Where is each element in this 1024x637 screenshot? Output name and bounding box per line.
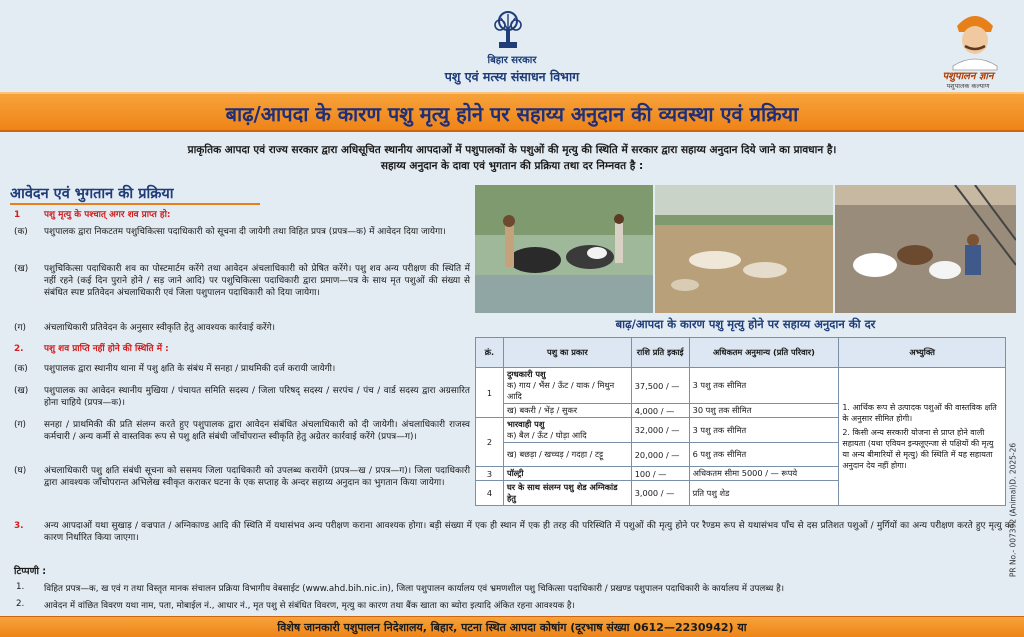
cell-remarks xyxy=(839,368,1006,506)
cell-type: पॉल्ट्री xyxy=(503,467,631,481)
campaign-title: पशुपालन ज्ञान xyxy=(942,71,994,82)
col-header-limit: अधिकतम अनुमान्य (प्रति परिवार) xyxy=(689,338,839,368)
section-title: पशु मृत्यु के पश्चात् अगर शव प्राप्त हो: xyxy=(44,210,171,220)
side-reference-code xyxy=(1006,442,1020,578)
note-number: 2. xyxy=(16,599,25,609)
remark-1: 1. आर्थिक रूप से उत्पादक पशुओं की वास्तविक क्षति के अनुसार सीमित होगी। xyxy=(842,403,997,423)
col-header-sn: क्रं. xyxy=(476,338,504,368)
section-number: 2. xyxy=(14,344,24,354)
campaign-subtitle: पशुपालक कल्याण xyxy=(946,82,990,90)
item-marker: (ख) xyxy=(14,386,29,396)
cell-sn: 1 xyxy=(476,368,504,418)
item-marker: (ग) xyxy=(14,420,26,430)
rate-table xyxy=(475,337,1006,506)
cell-limit: 30 पशु तक सीमित xyxy=(689,404,839,418)
item-text: पशुपालक का आवेदन स्थानीय मुखिया / पंचायत समिति सदस्य / जिला परिषद् सदस्य / सरपंच / पंच / वार्ड सदस्य द्वारा अग्रसारित होना चाहिये (प्रपत्र—क)। xyxy=(44,386,470,409)
cell-limit: 3 पशु तक सीमित xyxy=(689,418,839,443)
rate-table-caption: बाढ़/आपदा के कारण पशु मृत्यु होने पर सहाय्य अनुदान की दर xyxy=(615,317,876,331)
item-marker: (ग) xyxy=(14,323,26,333)
item-text: पशुचिकित्सा पदाधिकारी शव का पोस्टमार्टम करेंगे तथा आवेदन अंचलाधिकारी को प्रेषित करेंगे। पशु शव अन्य परीक्षण की स्थिति में नहीं रहने (कई दिन पुराने होने / सड़ जाने आदि) पर पशुचिकित्सा पदाधिकारी द्वारा प्रमाण—पत्र के साथ मृत पशुओं की संख्या से संबंधित स्पष्ट प्रतिवेदन अंचलाधिकारी एवं जिला पशुपालन पदाधिकारी को दिया जायेगा। xyxy=(44,264,470,299)
header xyxy=(0,0,1024,92)
cell-sn: 4 xyxy=(476,481,504,506)
table-header-row xyxy=(476,338,1006,368)
page-title: बाढ़/आपदा के कारण पशु मृत्यु होने पर सहाय्य अनुदान की व्यवस्था एवं प्रक्रिया xyxy=(225,102,799,126)
note-number: 1. xyxy=(16,582,25,592)
item-marker: (घ) xyxy=(14,466,27,476)
cell-rate: 4,000 / — xyxy=(631,404,689,418)
col-header-type: पशु का प्रकार xyxy=(503,338,631,368)
cell-type: ख) बछड़ा / खच्चड़ / गदहा / टट्टू xyxy=(503,443,631,467)
type-text: क) बैल / ऊँट / घोड़ा आदि xyxy=(506,430,587,440)
intro-line-2: सहाय्य अनुदान के दावा एवं भुगतान की प्रक्रिया तथा दर निम्नवत है : xyxy=(380,160,644,172)
flood-water-photo xyxy=(655,185,833,313)
footer-text: विशेष जानकारी पशुपालन निदेशालय, बिहार, पटना स्थित आपदा कोषांग (दूरभाष संख्या 0612—2230942) या xyxy=(277,621,747,634)
cell-rate: 100 / — xyxy=(631,467,689,481)
note-text: विहित प्रपत्र—क, ख एवं ग तथा विस्तृत मानक संचालन प्रक्रिया विभागीय वेबसाईट (www.ahd.bih.nic.in), जिला पशुपालन कार्यालय एवं भ्रमणशील पशु चिकित्सा पदाधिकारी / प्रखण्ड पशुपालन पदाधिकारी के कार्यालय में उपलब्ध है। xyxy=(44,584,785,594)
procedure-heading: आवेदन एवं भुगतान की प्रक्रिया xyxy=(10,186,174,202)
footer-bar xyxy=(0,616,1024,637)
col-header-remarks: अभ्युक्ति xyxy=(839,338,1006,368)
cell-type xyxy=(503,418,631,443)
title-banner xyxy=(0,92,1024,132)
cell-type xyxy=(503,368,631,404)
cell-limit: 3 पशु तक सीमित xyxy=(689,368,839,404)
section-title: पशु शव प्राप्ति नहीं होने की स्थिति में : xyxy=(44,344,169,354)
item-text: अंचलाधिकारी पशु क्षति संबंधी सूचना को ससमय जिला पदाधिकारी को उपलब्ध करायेंगे (प्रपत्र—ख / प्रपत्र—ग)। जिला पदाधिकारी द्वारा आवश्यक जाँचोपरान्त अभिलेख स्वीकृत कराकर घटना के एक सप्ताह के अन्दर सहाय्य अनुदान का भुगतान किया जायेगा। xyxy=(44,466,470,489)
item-marker: (क) xyxy=(14,227,28,237)
table-row xyxy=(476,368,1006,404)
bodhi-tree-emblem-icon xyxy=(488,8,528,50)
remark-2: 2. किसी अन्य सरकारी योजना से प्राप्त होने वाली सहायता (यथा एवियन इन्फ्लूएन्जा से पक्षियों की मृत्यु या अन्य बीमारियों से मृत्यु) की स्थिति में यह सहायता अनुदान देय नहीं होगा। xyxy=(842,428,994,470)
department-name: पशु एवं मत्स्य संसाधन विभाग xyxy=(444,69,580,84)
heading-underline xyxy=(10,203,260,205)
cell-sn: 2 xyxy=(476,418,504,467)
item-text: पशुपालक द्वारा स्थानीय थाना में पशु क्षति के संबंध में सनहा / प्राथमिकी दर्ज करायी जायेगी। xyxy=(44,364,336,374)
cell-rate: 20,000 / — xyxy=(631,443,689,467)
item-text: सनहा / प्राथमिकी की प्रति संलग्न करते हुए पशुपालक द्वारा आवेदन संबंधित अंचलाधिकारी को दी जायेगी। अंचलाधिकारी राजस्व कर्मचारी / अन्य कर्मी से वास्तविक रूप से पशु क्षति संबंधी जाँचोंपरान्त स्वीकृति हेतु अग्रेतर कार्रवाई करेंगे (प्रपत्र—ग)। xyxy=(44,420,470,443)
item-marker: (ख) xyxy=(14,264,29,274)
goat-shelter-photo xyxy=(835,185,1016,313)
intro-line-1: प्राकृतिक आपदा एवं राज्य सरकार द्वारा अधिसूचित स्थानीय आपदाओं में पशुपालकों के पशुओं की मृत्यु की स्थिति में सरकार द्वारा सहाय्य अनुदान दिये जाने का प्रावधान है। xyxy=(187,144,837,156)
item-marker: (क) xyxy=(14,364,28,374)
cell-rate: 32,000 / — xyxy=(631,418,689,443)
government-name: बिहार सरकार xyxy=(487,55,537,66)
col-header-rate: राशि प्रति इकाई xyxy=(631,338,689,368)
category-name: दुग्धकारी पशु xyxy=(506,369,546,379)
cell-limit: 6 पशु तक सीमित xyxy=(689,443,839,467)
section-number: 1 xyxy=(14,210,21,220)
note-text: आवेदन में वांछित विवरण यथा नाम, पता, मोबाईल नं., आधार नं., मृत पशु से संबंधित विवरण, मृत्यु का कारण तथा बैंक खाता का ब्योरा इत्यादि अंकित रहना आवश्यक है। xyxy=(44,601,575,611)
section-number: 3. xyxy=(14,521,24,531)
cattle-flood-photo xyxy=(475,185,653,313)
category-name: भारवाही पशु xyxy=(506,419,545,429)
cell-rate: 37,500 / — xyxy=(631,368,689,404)
section-3-text: अन्य आपदाओं यथा सुखाड़ / वज्रपात / अग्निकाण्ड आदि की स्थिति में यथासंभव अन्य परीक्षण कराना आवश्यक होगा। बड़ी संख्या में एक ही स्थान में एक ही तरह की परिस्थिति में पशुओं की मृत्यु होने पर रैण्डम रूप से यथासंभव पाँच से दस प्रतिशत पशुओं / मुर्गियों का अन्य परीक्षण करते हुए मृत्यु का कारण निर्धारित किया जाएगा। xyxy=(44,521,1014,544)
cell-sn: 3 xyxy=(476,467,504,481)
cell-limit: प्रति पशु शेड xyxy=(689,481,839,506)
notes-heading: टिप्पणी : xyxy=(14,566,47,577)
cell-limit: अधिकतम सीमा 5000 / — रूपये xyxy=(689,467,839,481)
item-text: अंचलाधिकारी प्रतिवेदन के अनुसार स्वीकृति हेतु आवश्यक कार्रवाई करेंगे। xyxy=(44,323,276,333)
item-text: पशुपालक द्वारा निकटतम पशुचिकित्सा पदाधिकारी को सूचना दी जायेगी तथा विहित प्रपत्र (प्रपत्र—क) में आवेदन दिया जायेगा। xyxy=(44,227,446,237)
pr-number: PR No.- 007392 (Animal)D. 2025-26 xyxy=(1008,442,1018,578)
photo-strip xyxy=(475,185,1016,313)
cell-type: घर के साथ संलग्न पशु शेड अग्निकांड हेतु xyxy=(503,481,631,506)
cell-type: ख) बकरी / भेंड़ / सुकर xyxy=(503,404,631,418)
cell-rate: 3,000 / — xyxy=(631,481,689,506)
type-text: क) गाय / भैंस / ऊँट / याक / मिथुन आदि xyxy=(506,380,615,401)
